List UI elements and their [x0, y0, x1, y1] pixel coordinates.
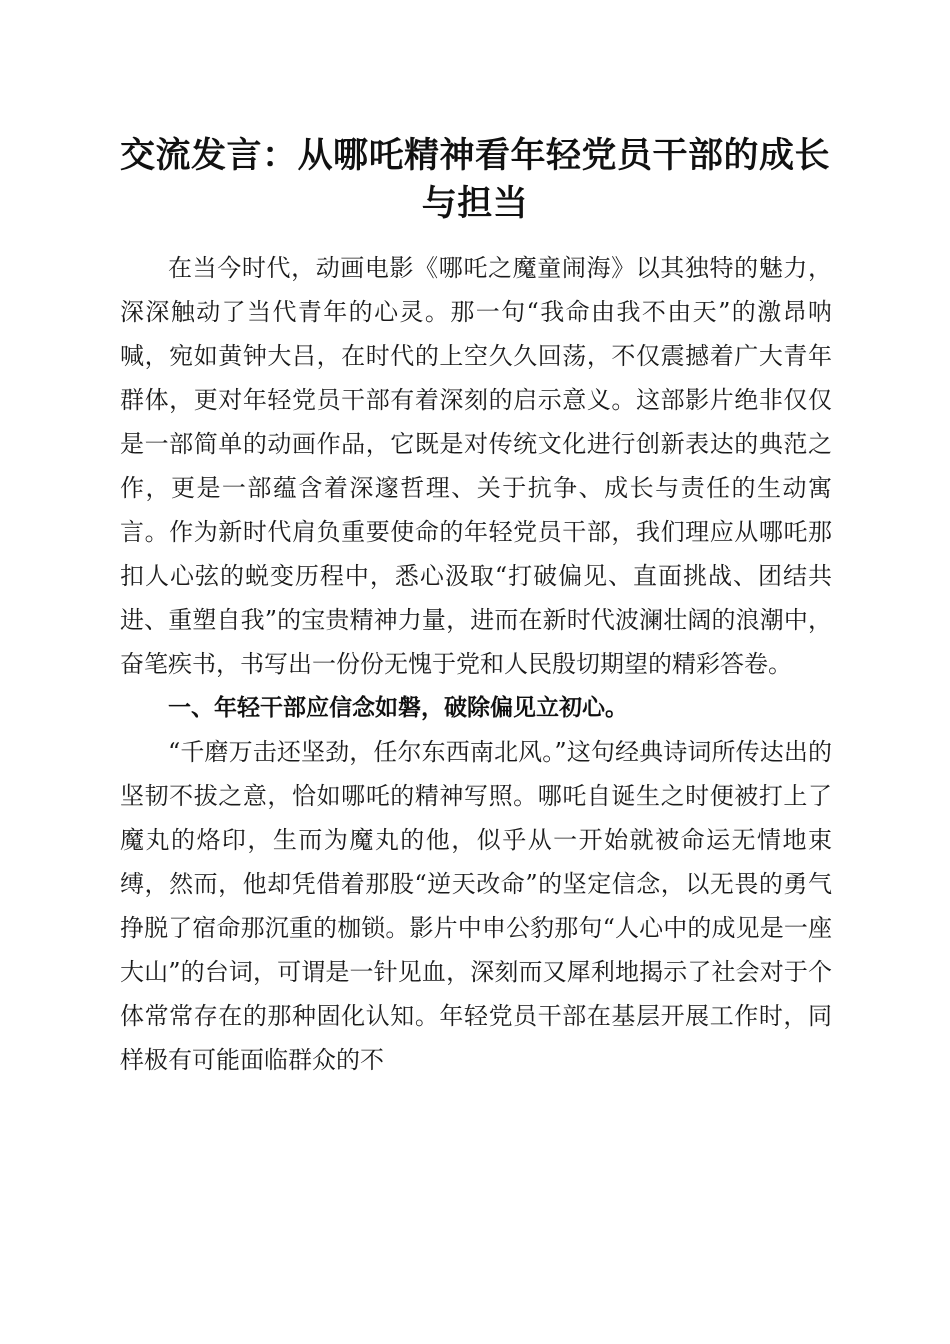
document-title: 交流发言：从哪吒精神看年轻党员干部的成长与担当 — [119, 135, 830, 224]
section-paragraph: “千磨万击还坚劲，任尔东西南北风。”这句经典诗词所传达出的坚韧不拔之意，恰如哪吒的精神写照。哪吒自诞生之时便被打上了魔丸的烙印，生而为魔丸的他，似乎从一开始就被命运无情地束缚，然而，他却凭借着那股“逆天改命”的坚定信念，以无畏的勇气挣脱了宿命那沉重的枷锁。影片中申公豹那句“人心中的成见是一座大山”的台词，可谓是一针见血，深刻而又犀利地揭示了社会对于个体常常存在的那种固化认知。年轻党员干部在基层开展工作时，同样极有可能面临群众的不 — [120, 738, 832, 1074]
document-body — [120, 246, 832, 1082]
intro-paragraph: 在当今时代，动画电影《哪吒之魔童闹海》以其独特的魅力，深深触动了当代青年的心灵。那一句“我命由我不由天”的激昂呐喊，宛如黄钟大吕，在时代的上空久久回荡，不仅震撼着广大青年群体，更对年轻党员干部有着深刻的启示意义。这部影片绝非仅仅是一部简单的动画作品，它既是对传统文化进行创新表达的典范之作，更是一部蕴含着深邃哲理、关于抗争、成长与责任的生动寓言。作为新时代肩负重要使命的年轻党员干部，我们理应从哪吒那扣人心弦的蜕变历程中，悉心汲取“打破偏见、直面挑战、团结共进、重塑自我”的宝贵精神力量，进而在新时代波澜壮阔的浪潮中，奋笔疾书，书写出一份份无愧于党和人民殷切期望的精彩答卷。 — [120, 254, 832, 678]
section-heading: 一、年轻干部应信念如磐，破除偏见立初心。 — [168, 695, 628, 721]
